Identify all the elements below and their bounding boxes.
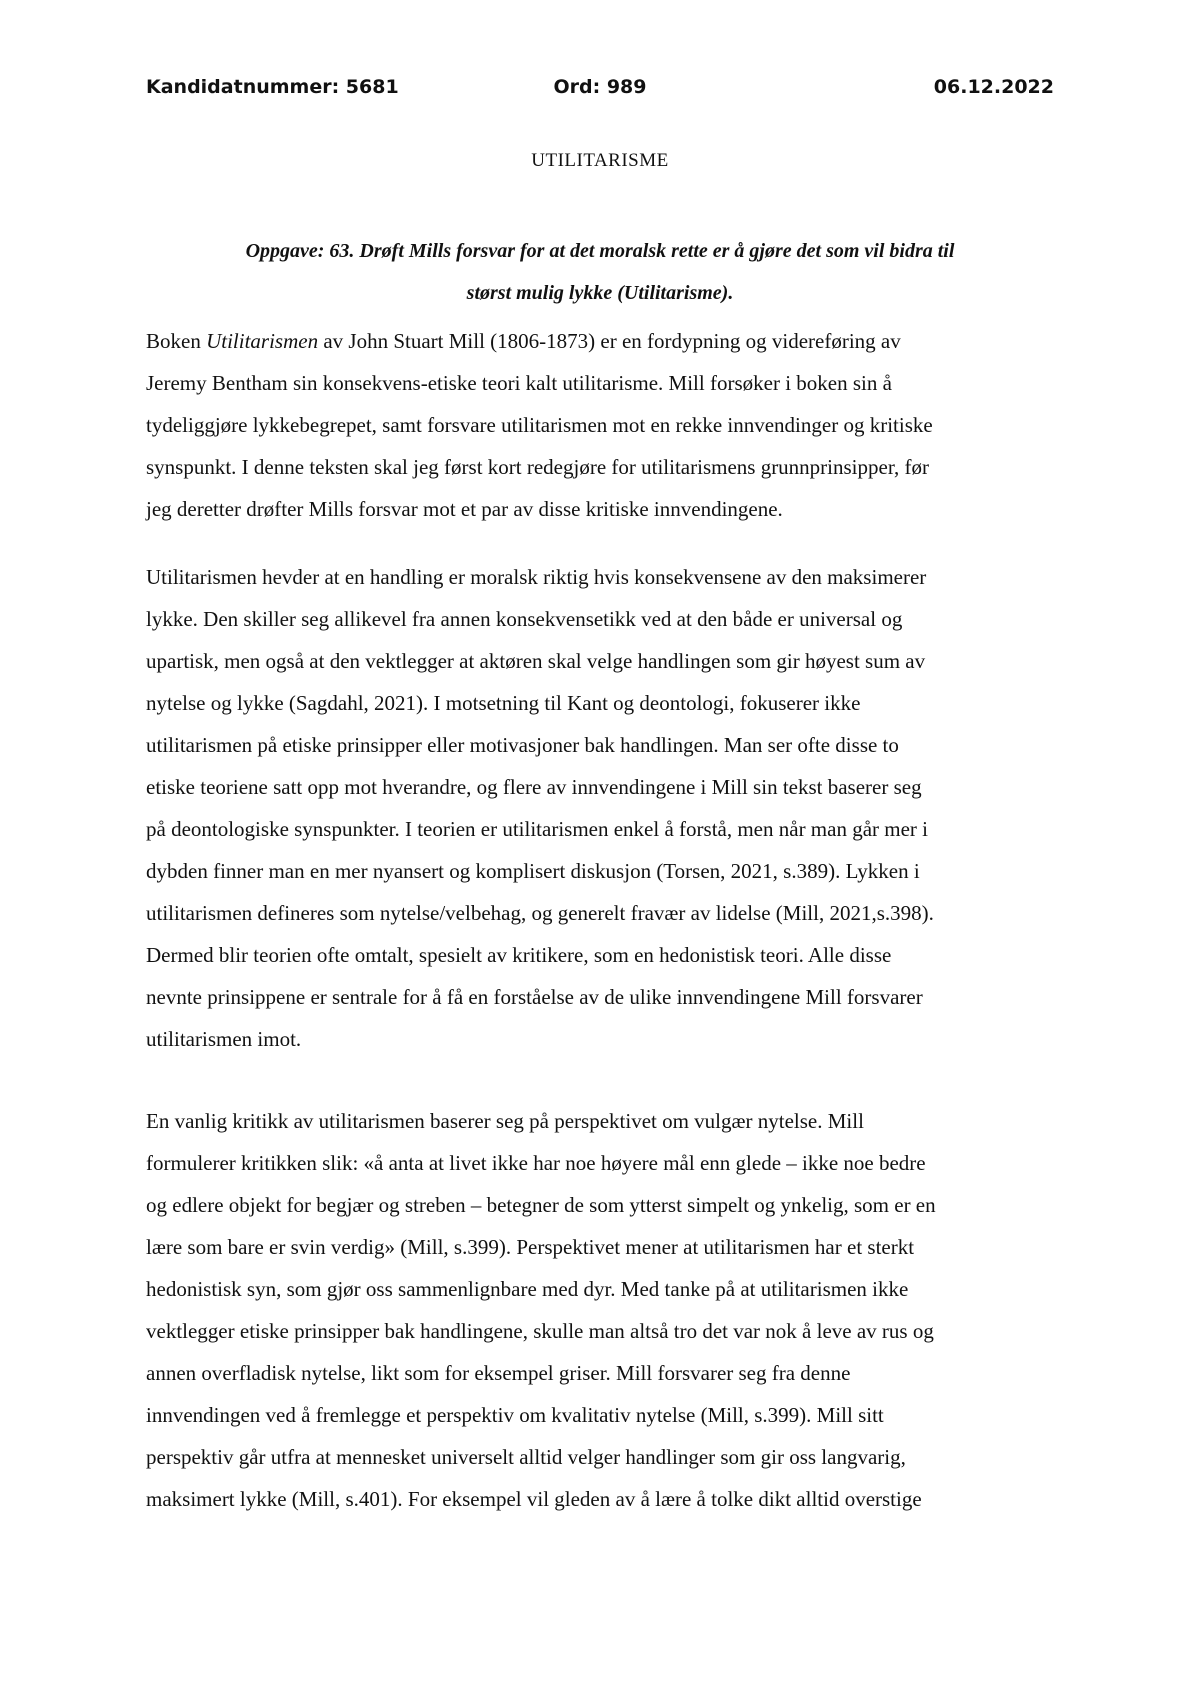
assignment-line: Oppgave: 63. Drøft Mills forsvar for at det moralsk rette er å gjøre det som vil bidra til [245,240,955,262]
text-line: formulerer kritikken slik: «å anta at livet ikke har noe høyere mål enn glede – ikke noe bedre [146,1151,926,1175]
candidate-number: Kandidatnummer: 5681 [146,76,399,98]
assignment-question [146,230,1054,314]
text-line: En vanlig kritikk av utilitarismen baserer seg på perspektivet om vulgær nytelse. Mill [146,1109,864,1133]
text-line: maksimert lykke (Mill, s.401). For eksempel vil gleden av å lære å tolke dikt alltid overstige [146,1487,922,1511]
text-line [146,320,1058,362]
text-line: nytelse og lykke (Sagdahl, 2021). I motsetning til Kant og deontologi, fokuserer ikke [146,691,861,715]
text-line: lære som bare er svin verdig» (Mill, s.399). Perspektivet mener at utilitarismen har et sterkt [146,1235,915,1259]
text-line: jeg deretter drøfter Mills forsvar mot et par av disse kritiske innvendingene. [146,497,783,521]
page-header [146,76,1054,106]
text-span: Boken [146,329,207,353]
text-line: utilitarismen imot. [146,1027,302,1051]
text-line: og edlere objekt for begjær og streben – betegner de som ytterst simpelt og ynkelig, som er en [146,1193,936,1217]
text-line: innvendingen ved å fremlegge et perspektiv om kvalitativ nytelse (Mill, s.399). Mill sitt [146,1403,884,1427]
text-line: upartisk, men også at den vektlegger at aktøren skal velge handlingen som gir høyest sum av [146,649,926,673]
paragraph-definition [146,556,1058,1060]
text-line: Utilitarismen hevder at en handling er moralsk riktig hvis konsekvensene av den maksimerer [146,565,927,589]
text-line: annen overfladisk nytelse, likt som for eksempel griser. Mill forsvarer seg fra denne [146,1361,851,1385]
text-line: tydeliggjøre lykkebegrepet, samt forsvare utilitarismen mot en rekke innvendinger og kritiske [146,413,933,437]
text-line: nevnte prinsippene er sentrale for å få en forståelse av de ulike innvendingene Mill forsvarer [146,985,923,1009]
text-line: på deontologiske synspunkter. I teorien er utilitarismen enkel å forstå, men når man går mer i [146,817,929,841]
date: 06.12.2022 [933,76,1054,98]
text-line: Jeremy Bentham sin konsekvens-etiske teori kalt utilitarisme. Mill forsøker i boken sin å [146,371,892,395]
assignment-line: størst mulig lykke (Utilitarisme). [466,282,734,304]
word-count: Ord: 989 [553,76,647,98]
text-line: dybden finner man en mer nyansert og komplisert diskusjon (Torsen, 2021, s.389). Lykken i [146,859,920,883]
page-title: UTILITARISME [531,150,669,171]
paragraph-intro [146,320,1058,530]
text-span: av John Stuart Mill (1806-1873) er en fordypning og videreføring av [318,329,901,353]
text-line: perspektiv går utfra at mennesket universelt alltid velger handlinger som gir oss langvarig, [146,1445,906,1469]
book-title: Utilitarismen [206,329,319,353]
text-line: utilitarismen på etiske prinsipper eller motivasjoner bak handlingen. Man ser ofte disse to [146,733,899,757]
text-line: vektlegger etiske prinsipper bak handlingene, skulle man altså tro det var nok å leve av rus og [146,1319,934,1343]
text-line: lykke. Den skiller seg allikevel fra annen konsekvensetikk ved at den både er universal og [146,607,903,631]
text-line: hedonistisk syn, som gjør oss sammenlignbare med dyr. Med tanke på at utilitarismen ikke [146,1277,909,1301]
text-line: etiske teoriene satt opp mot hverandre, og flere av innvendingene i Mill sin tekst baserer seg [146,775,922,799]
text-line: utilitarismen defineres som nytelse/velbehag, og generelt fravær av lidelse (Mill, 2021,s.398). [146,901,934,925]
paragraph-critique [146,1100,1058,1520]
text-line: synspunkt. I denne teksten skal jeg først kort redegjøre for utilitarismens grunnprinsipper, før [146,455,929,479]
text-line: Dermed blir teorien ofte omtalt, spesielt av kritikere, som en hedonistisk teori. Alle disse [146,943,892,967]
